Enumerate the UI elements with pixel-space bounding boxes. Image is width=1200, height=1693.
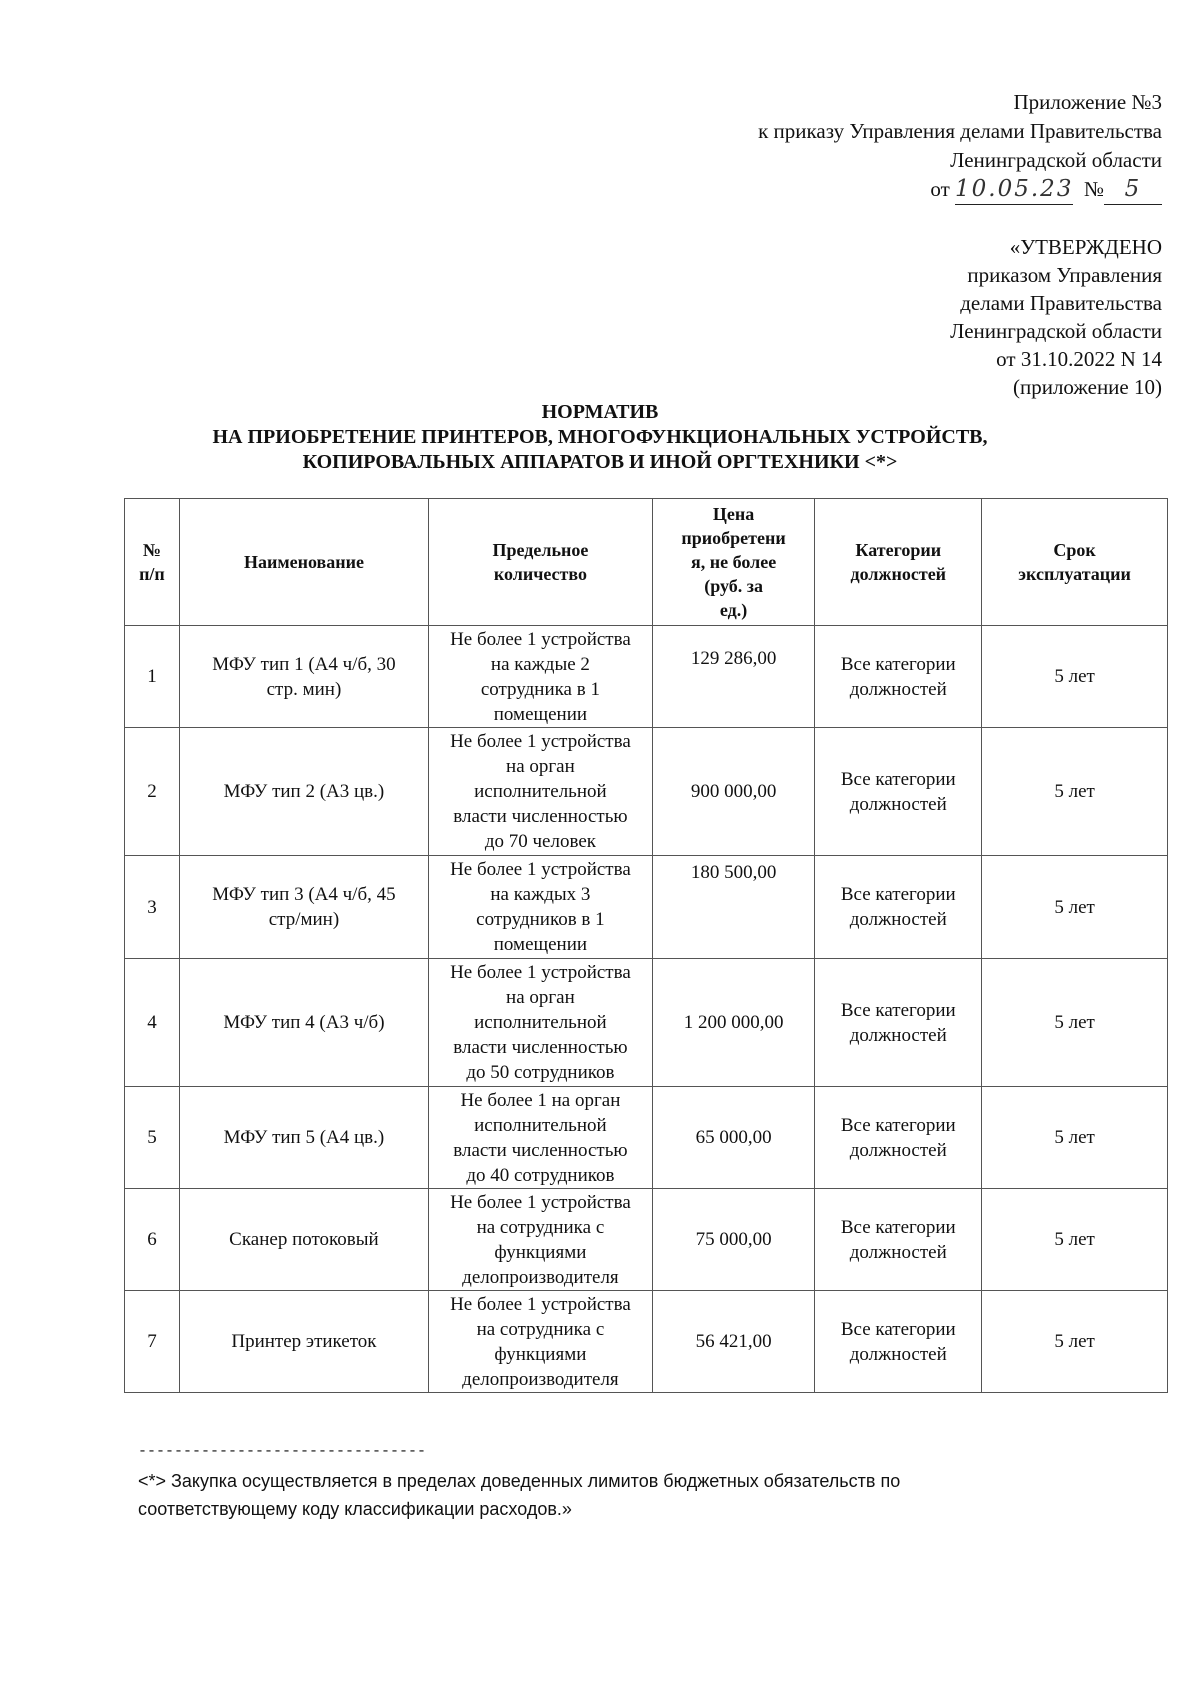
table-header-row [125,499,1168,626]
header-limit: Предельное количество [429,499,653,626]
title-line-3: КОПИРОВАЛЬНЫХ АППАРАТОВ И ИНОЙ ОРГТЕХНИКИ <*> [302,451,898,473]
annex-date-line [602,175,1162,205]
cell-name: МФУ тип 4 (А3 ч/б) [179,959,428,1087]
cell-limit: Не более 1 устройства на сотрудника с функциями делопроизводителя [429,1291,653,1393]
cell-category: Все категории должностей [815,626,982,728]
cell-price: 65 000,00 [652,1087,815,1189]
cell-category: Все категории должностей [815,1087,982,1189]
approval-line-6: (приложение 10) [1012,375,1162,399]
cell-category: Все категории должностей [815,959,982,1087]
table-row [125,1291,1168,1393]
header-num: № п/п [125,499,180,626]
cell-term: 5 лет [982,959,1168,1087]
table-row [125,728,1168,856]
annex-header [602,88,1162,205]
approval-line-4: Ленинградской области [950,319,1162,343]
annex-handwritten-number: 5 [1104,175,1162,205]
cell-price: 129 286,00 [652,626,815,728]
cell-num: 5 [125,1087,180,1189]
cell-price: 900 000,00 [652,728,815,856]
cell-num: 7 [125,1291,180,1393]
cell-price: 56 421,00 [652,1291,815,1393]
footnote-line-1: <*> Закупка осуществляется в пределах доведенных лимитов бюджетных обязательств по [138,1471,901,1491]
approval-line-5: от 31.10.2022 N 14 [996,347,1162,371]
cell-category: Все категории должностей [815,1291,982,1393]
document-title [100,400,1100,475]
norm-table [124,498,1168,1393]
cell-limit: Не более 1 устройства на орган исполнительной власти численностью до 50 сотрудников [429,959,653,1087]
cell-price: 75 000,00 [652,1189,815,1291]
title-line-1: НОРМАТИВ [541,401,659,423]
cell-term: 5 лет [982,1189,1168,1291]
cell-name: МФУ тип 1 (А4 ч/б, 30 стр. мин) [179,626,428,728]
cell-category: Все категории должностей [815,1189,982,1291]
cell-name: Принтер этикеток [179,1291,428,1393]
table-row [125,1189,1168,1291]
cell-term: 5 лет [982,728,1168,856]
cell-num: 3 [125,856,180,959]
cell-term: 5 лет [982,626,1168,728]
cell-category: Все категории должностей [815,856,982,959]
header-name: Наименование [179,499,428,626]
cell-limit: Не более 1 на орган исполнительной власти численностью до 40 сотрудников [429,1087,653,1189]
cell-limit: Не более 1 устройства на каждые 2 сотрудника в 1 помещении [429,626,653,728]
cell-name: МФУ тип 5 (А4 цв.) [179,1087,428,1189]
approval-block [802,233,1162,401]
cell-name: Сканер потоковый [179,1189,428,1291]
annex-title: Приложение №3 [1013,90,1162,114]
approval-line-3: делами Правительства [960,291,1162,315]
cell-limit: Не более 1 устройства на каждых 3 сотрудников в 1 помещении [429,856,653,959]
table-row [125,626,1168,728]
annex-order-ref: к приказу Управления делами Правительства [758,119,1162,143]
cell-term: 5 лет [982,1291,1168,1393]
cell-limit: Не более 1 устройства на орган исполнительной власти численностью до 70 человек [429,728,653,856]
approval-line-2: приказом Управления [967,263,1162,287]
footnote-text [138,1467,1088,1523]
header-price: Цена приобретени я, не более (руб. за ед.) [652,499,815,626]
annex-handwritten-date: 10.05.23 [955,175,1073,205]
cell-num: 4 [125,959,180,1087]
cell-category: Все категории должностей [815,728,982,856]
approval-line-1: «УТВЕРЖДЕНО [1009,235,1162,259]
table-row [125,856,1168,959]
title-line-2: НА ПРИОБРЕТЕНИЕ ПРИНТЕРОВ, МНОГОФУНКЦИОНАЛЬНЫХ УСТРОЙСТВ, [212,426,988,448]
header-category: Категории должностей [815,499,982,626]
header-term: Срок эксплуатации [982,499,1168,626]
cell-num: 6 [125,1189,180,1291]
cell-term: 5 лет [982,856,1168,959]
cell-price: 180 500,00 [652,856,815,959]
cell-name: МФУ тип 2 (А3 цв.) [179,728,428,856]
annex-region: Ленинградской области [950,148,1162,172]
annex-date-prefix: от [930,177,950,201]
table-row [125,959,1168,1087]
cell-num: 2 [125,728,180,856]
footnote-line-2: соответствующему коду классификации расходов.» [138,1499,572,1519]
footnote-separator: -------------------------------- [138,1443,427,1460]
cell-name: МФУ тип 3 (А4 ч/б, 45 стр/мин) [179,856,428,959]
annex-number-prefix: № [1083,177,1104,201]
cell-limit: Не более 1 устройства на сотрудника с функциями делопроизводителя [429,1189,653,1291]
cell-term: 5 лет [982,1087,1168,1189]
cell-price: 1 200 000,00 [652,959,815,1087]
table-row [125,1087,1168,1189]
cell-num: 1 [125,626,180,728]
